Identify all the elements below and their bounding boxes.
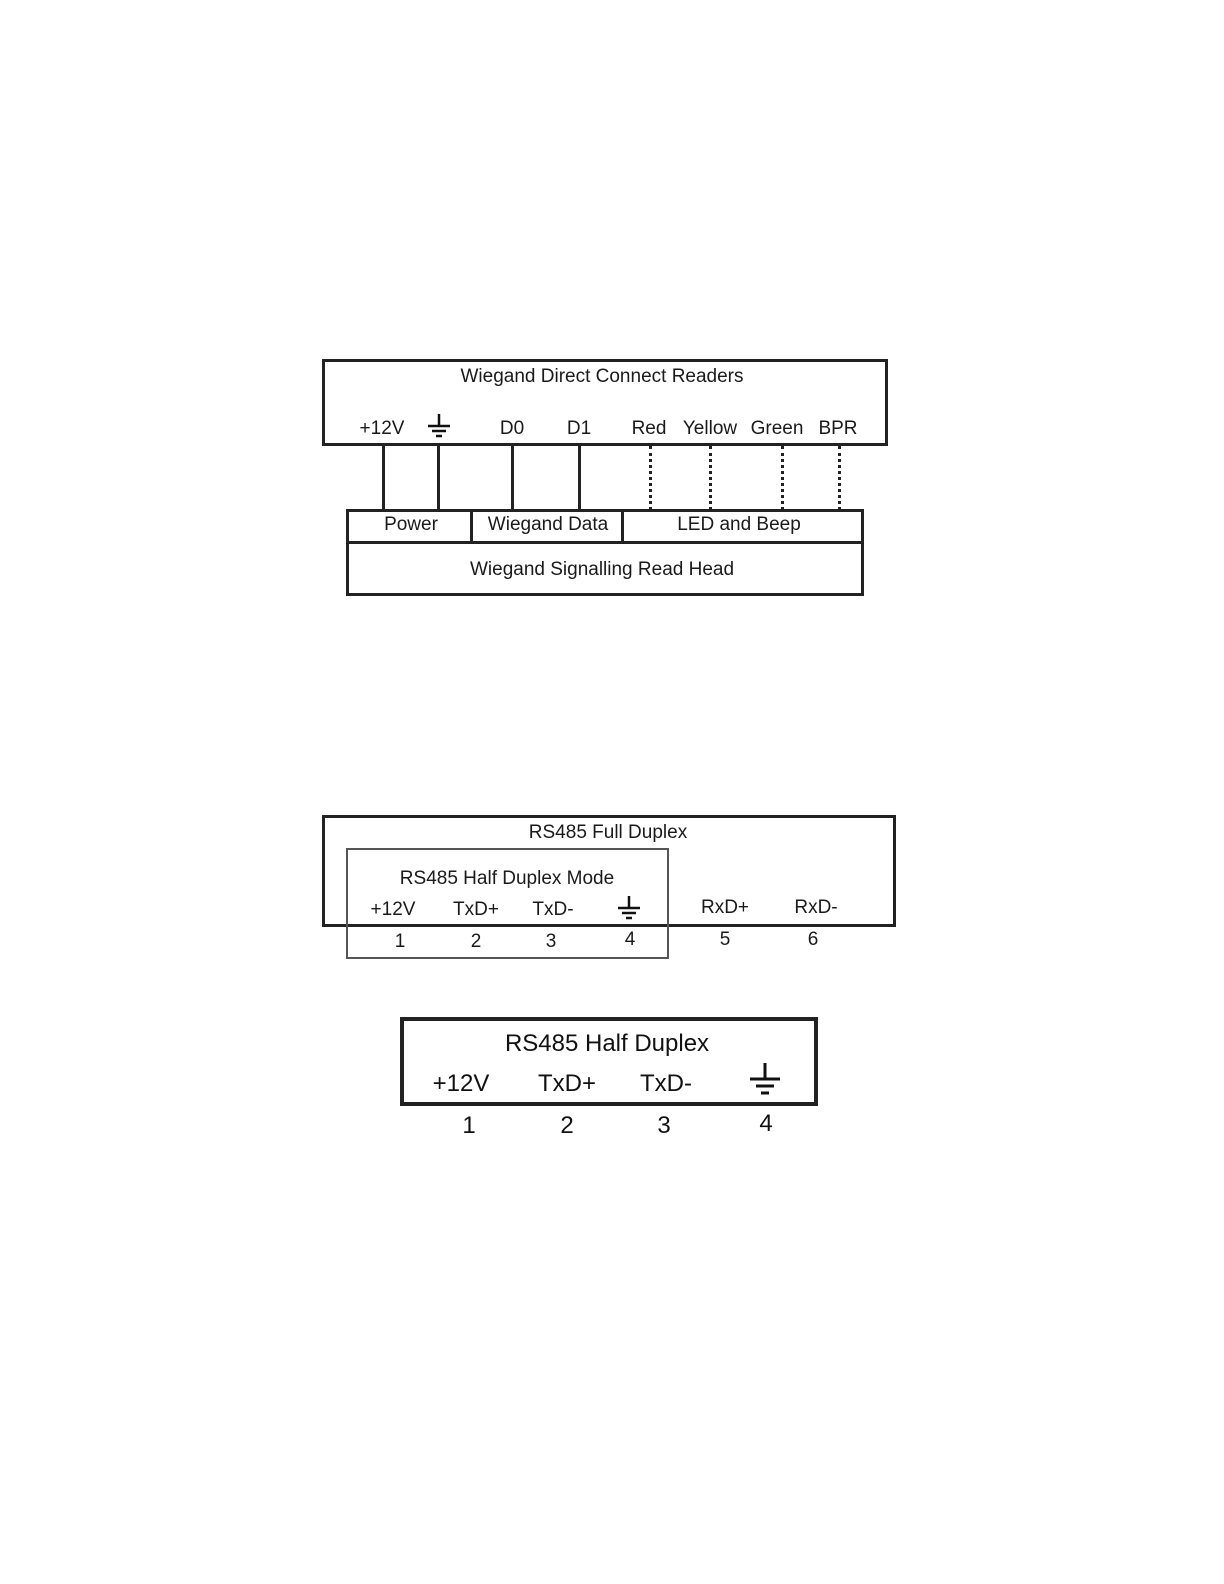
full-pin-number-5: 5 (719, 929, 731, 950)
full-pin-1-label: +12V (370, 899, 416, 920)
half-pin-number-3: 3 (657, 1112, 671, 1139)
full-duplex-title: RS485 Full Duplex (528, 822, 688, 843)
group-power-label: Power (384, 514, 438, 535)
half-pin-3-label: TxD- (640, 1070, 692, 1097)
full-pin-5-label: RxD+ (700, 897, 750, 918)
group-led-label: LED and Beep (677, 514, 801, 535)
group-data-label: Wiegand Data (487, 514, 609, 535)
full-pin-number-4: 4 (624, 929, 636, 950)
full-pin-3-label: TxD- (532, 899, 574, 920)
full-pin-number-1: 1 (394, 931, 406, 952)
half-pin-number-2: 2 (560, 1112, 574, 1139)
half-duplex-title: RS485 Half Duplex (504, 1030, 710, 1057)
pin-yellow-label: Yellow (682, 418, 738, 439)
full-pin-number-6: 6 (807, 929, 819, 950)
read-head-label: Wiegand Signalling Read Head (469, 559, 735, 580)
pin-green-label: Green (750, 418, 804, 439)
wire-d1 (578, 446, 581, 510)
pin-d1-label: D1 (566, 418, 592, 439)
full-pin-2-label: TxD+ (453, 899, 499, 920)
pin-red-label: Red (631, 418, 667, 439)
wire-bpr (838, 446, 841, 510)
ground-icon (426, 412, 452, 442)
half-pin-number-4: 4 (759, 1110, 773, 1137)
full-pin-number-2: 2 (470, 931, 482, 952)
pin-bpr-label: BPR (818, 418, 858, 439)
wire-red (649, 446, 652, 510)
half-duplex-mode-title: RS485 Half Duplex Mode (399, 868, 615, 889)
wiegand-reader-title: Wiegand Direct Connect Readers (460, 366, 744, 387)
ground-icon (616, 894, 642, 924)
pin-12v-label: +12V (359, 418, 405, 439)
wire-ground (437, 446, 440, 510)
wire-yellow (709, 446, 712, 510)
half-pin-1-label: +12V (432, 1070, 490, 1097)
read-head-divider (346, 541, 864, 544)
half-pin-2-label: TxD+ (537, 1070, 597, 1097)
wire-12v (382, 446, 385, 510)
full-pin-6-label: RxD- (794, 897, 838, 918)
group-divider-1 (470, 509, 473, 543)
wire-green (781, 446, 784, 510)
full-pin-number-3: 3 (545, 931, 557, 952)
half-pin-number-1: 1 (462, 1112, 476, 1139)
pin-d0-label: D0 (499, 418, 525, 439)
ground-icon (748, 1061, 782, 1099)
group-divider-2 (621, 509, 624, 543)
wire-d0 (511, 446, 514, 510)
